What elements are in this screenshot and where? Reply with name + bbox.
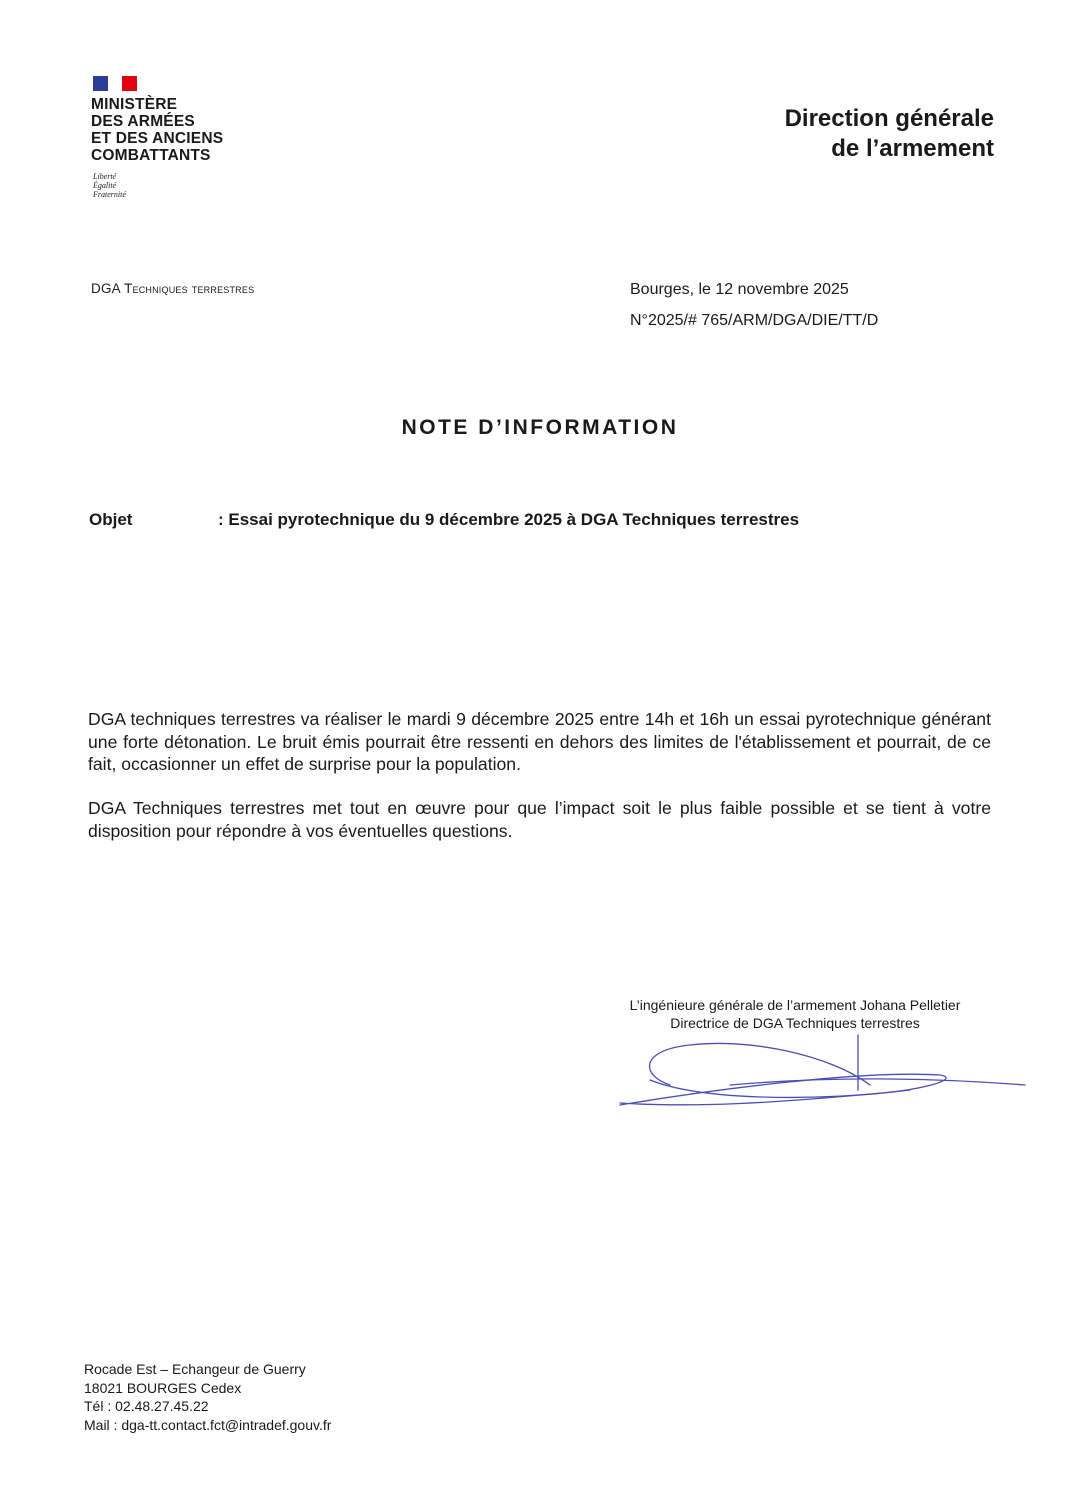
ministry-line: ET DES ANCIENS: [91, 130, 224, 147]
body-paragraph: DGA techniques terrestres va réaliser le mardi 9 décembre 2025 entre 14h et 16h un essai pyrotechnique générant une forte détonation. Le bruit émis pourrait être ressenti en dehors des limites de l'établissement et pourrait, de ce fait, occasionner un effet de surprise pour la population.: [88, 709, 991, 774]
footer-phone: Tél : 02.48.27.45.22: [84, 1398, 209, 1414]
sender-smallcaps: Techniques terrestres: [124, 281, 255, 296]
motto-line: Égalité: [93, 181, 117, 190]
french-republic-flag-icon: [93, 76, 137, 91]
motto-line: Liberté: [93, 172, 117, 181]
reference-number: N°2025/# 765/ARM/DGA/DIE/TT/D: [630, 312, 879, 329]
body-paragraph: DGA Techniques terrestres met tout en œuvre pour que l’impact soit le plus faible possible et se tient à votre disposition pour répondre à vos éventuelles questions.: [88, 798, 991, 841]
footer-address-line: 18021 BOURGES Cedex: [84, 1379, 242, 1396]
signatory-block: [560, 996, 1030, 1032]
direction-title: [785, 104, 994, 164]
footer-address-line: Rocade Est – Echangeur de Guerry: [84, 1361, 306, 1377]
handwritten-signature: [610, 1030, 1030, 1115]
document-title: NOTE D’INFORMATION: [401, 416, 679, 439]
place-date: Bourges, le 12 novembre 2025: [630, 281, 849, 298]
signatory-title: Directrice de DGA Techniques terrestres: [670, 1015, 920, 1031]
direction-line: de l’armement: [831, 135, 994, 162]
objet-text: : Essai pyrotechnique du 9 décembre 2025 à DGA Techniques terrestres: [218, 510, 800, 529]
signatory-name: L’ingénieure générale de l’armement Johana Pelletier: [629, 997, 961, 1013]
direction-line: Direction générale: [784, 105, 994, 132]
sender-service: [91, 281, 254, 296]
footer-mail: Mail : dga-tt.contact.fct@intradef.gouv.fr: [84, 1416, 332, 1433]
sender-prefix: DGA: [91, 281, 125, 296]
footer-address: [84, 1360, 331, 1434]
ministry-line: DES ARMÉES: [91, 113, 195, 130]
ministry-line: MINISTÈRE: [91, 96, 178, 113]
objet-label: Objet: [89, 510, 133, 529]
ministry-line: COMBATTANTS: [91, 147, 211, 164]
ministry-name: [91, 96, 223, 164]
motto-line: Fraternité: [93, 190, 126, 199]
republic-motto: [93, 172, 126, 199]
